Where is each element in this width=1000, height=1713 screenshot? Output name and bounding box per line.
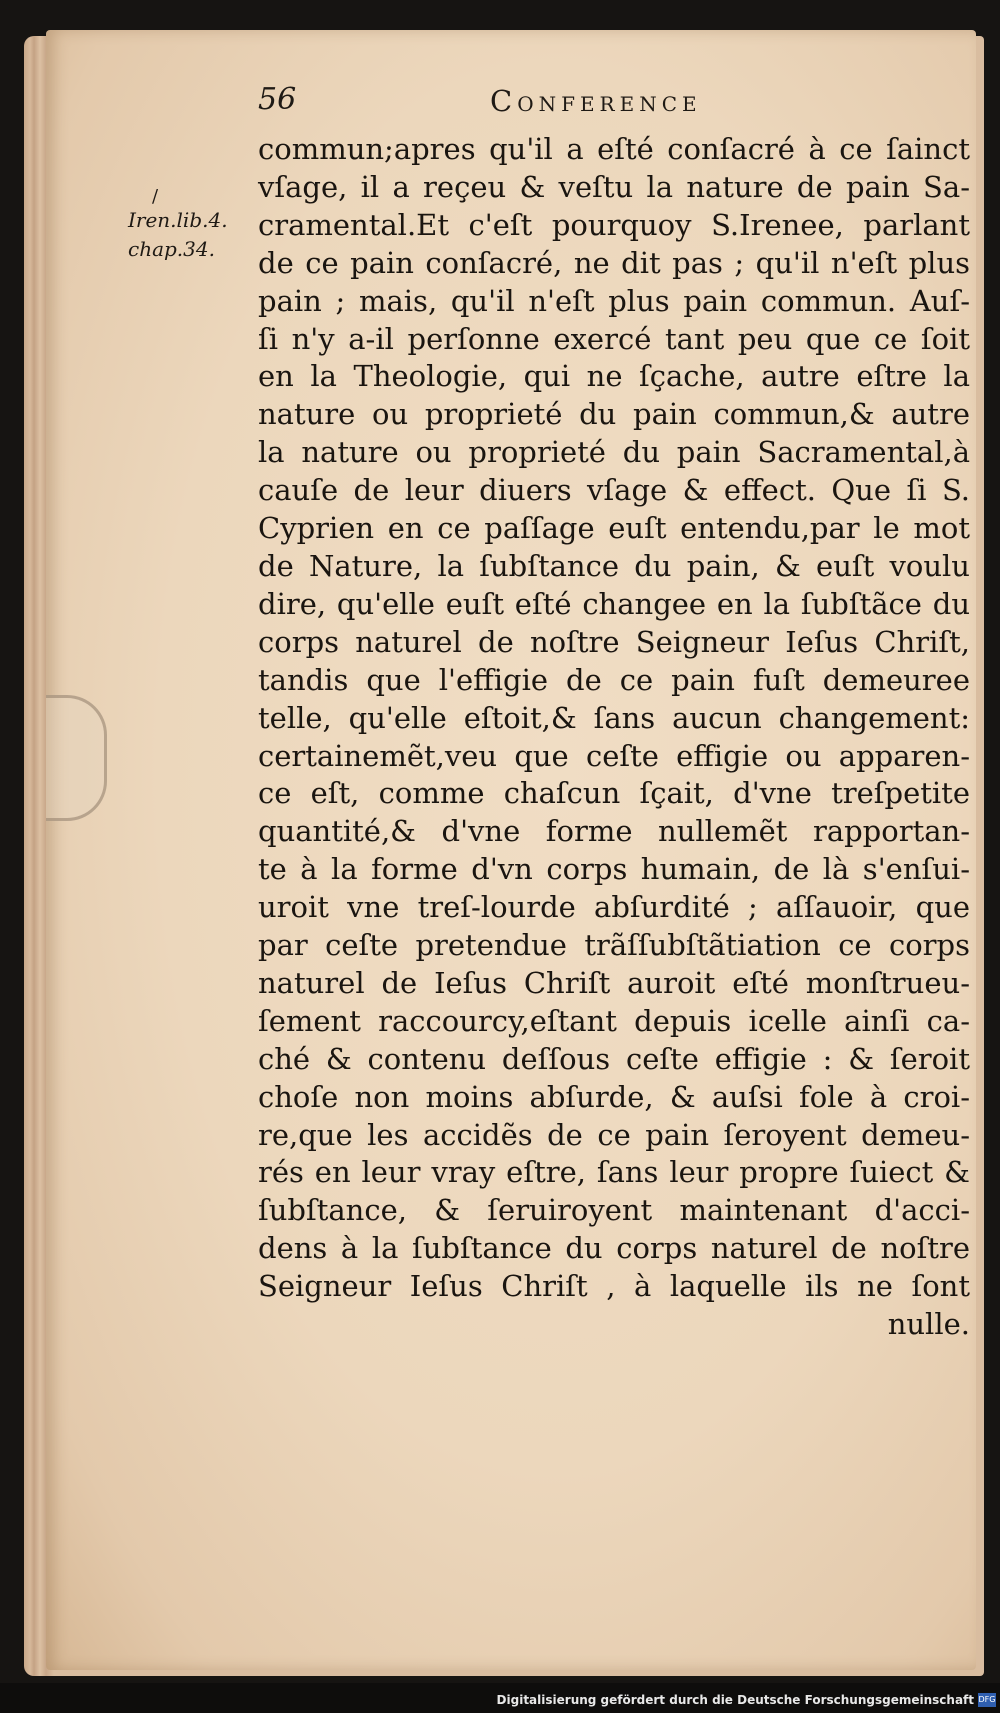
text-line: ce eſt, comme chaſcun ſçait, d'vne treſpetite	[258, 776, 970, 811]
digitization-credit: Digitalisierung gefördert durch die Deutsche Forschungsgemeinschaft	[496, 1693, 974, 1707]
text-line: dens à la ſubſtance du corps naturel de noſtre	[258, 1231, 970, 1266]
text-line: ſi n'y a-il perſonne exercé tant peu que ce ſoit	[258, 321, 970, 356]
text-line: ſement raccourcy,eſtant depuis icelle ainſi ca-	[258, 1003, 970, 1038]
text-line: cauſe de leur diuers vſage & effect. Que ſi S.	[258, 473, 970, 508]
text-line: tandis que l'effigie de ce pain fuſt demeuree	[258, 662, 970, 697]
catchword: nulle.	[887, 1307, 970, 1342]
marginal-note	[128, 186, 228, 264]
text-line: nature ou proprieté du pain commun,& autre	[258, 397, 970, 432]
marginal-line: Iren.lib.4.	[128, 208, 228, 232]
text-line: en la Theologie, qui ne ſçache, autre eſtre la	[258, 359, 970, 394]
text-line: re,que les accidẽs de ce pain ſeroyent demeu-	[258, 1117, 970, 1152]
dfg-logo: DFG	[978, 1693, 996, 1707]
text-line: la nature ou proprieté du pain Sacramental,à	[258, 435, 970, 470]
body-text	[258, 131, 970, 1344]
text-line: quantité,& d'vne forme nullemẽt rapportan-	[258, 814, 970, 849]
text-line: ſubſtance, & ſeruiroyent maintenant d'acci-	[258, 1193, 970, 1228]
running-title: Conference	[490, 84, 702, 118]
text-line: rés en leur vray eſtre, ſans leur propre ſuiect &	[258, 1155, 970, 1190]
page-clip	[46, 695, 107, 821]
marginal-mark: /	[152, 186, 159, 207]
text-line: uroit vne treſ-lourde abſurdité ; aſſauoir, que	[258, 890, 970, 925]
text-line: Seigneur Ieſus Chriſt , à laquelle ils ne ſont	[258, 1269, 970, 1304]
text-line: choſe non moins abſurde, & auſsi fole à croi-	[258, 1079, 970, 1114]
text-line: commun;apres qu'il a eſté conſacré à ce ſainct	[258, 132, 970, 166]
text-line: te à la forme d'vn corps humain, de là s'enſui-	[258, 852, 970, 887]
text-line: de ce pain conſacré, ne dit pas ; qu'il n'eſt plus	[258, 245, 970, 280]
text-line: naturel de Ieſus Chriſt auroit eſté monſtrueu-	[258, 965, 970, 1000]
text-line: Cyprien en ce paſſage euſt entendu,par le mot	[258, 511, 970, 546]
marginal-line: chap.34.	[128, 237, 215, 261]
text-line: certainemẽt,veu que ceſte effigie ou apparen-	[258, 738, 970, 773]
text-line: corps naturel de noſtre Seigneur Ieſus Chriſt,	[258, 624, 970, 659]
text-line: dire, qu'elle euſt eſté changee en la ſubſtãce du	[258, 586, 970, 621]
page-number: 56	[258, 82, 297, 117]
page-header	[258, 82, 798, 122]
text-line: de Nature, la ſubſtance du pain, & euſt voulu	[258, 548, 970, 583]
text-line: telle, qu'elle eſtoit,& ſans aucun changement:	[258, 700, 970, 735]
text-line: par ceſte pretendue trãſſubſtãtiation ce corps	[258, 928, 970, 963]
text-line: ché & contenu deſſous ceſte effigie : & ſeroit	[258, 1041, 970, 1076]
text-line: vſage, il a reçeu & veſtu la nature de pain Sa-	[258, 169, 970, 204]
text-line: pain ; mais, qu'il n'eſt plus pain commun. Auſ-	[258, 283, 970, 318]
text-line: cramental.Et c'eſt pourquoy S.Irenee, parlant	[258, 207, 970, 242]
